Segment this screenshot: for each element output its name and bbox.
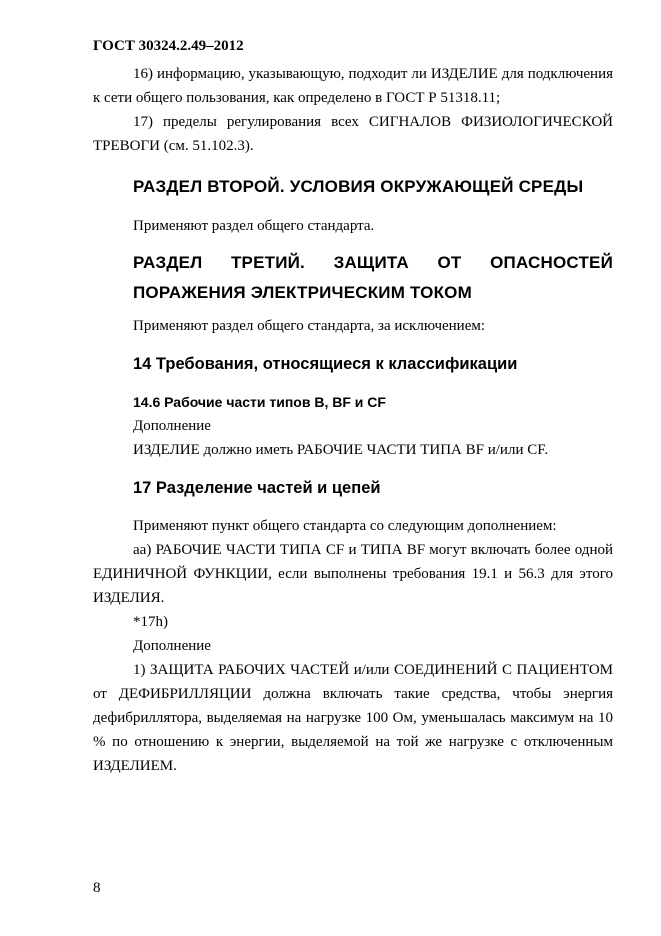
page-number: 8 — [93, 880, 101, 896]
list-item-17: 17) пределы регулирования всех СИГНАЛОВ ФИЗИОЛОГИЧЕСКОЙ ТРЕВОГИ (см. 51.102.3). — [93, 114, 613, 154]
clause-14-6-addition: Дополнение — [133, 418, 211, 434]
document-code-header: ГОСТ 30324.2.49–2012 — [93, 38, 244, 54]
list-item-16: 16) информацию, указывающую, подходит ли ИЗДЕЛИЕ для подключения к сети общего пользования, как определено в ГОСТ Р 51318.11; — [93, 66, 613, 106]
section-3-text: Применяют раздел общего стандарта, за исключением: — [133, 318, 486, 334]
section-2-title: РАЗДЕЛ ВТОРОЙ. УСЛОВИЯ ОКРУЖАЮЩЕЙ СРЕДЫ — [133, 177, 584, 196]
clause-17-aa: аа) РАБОЧИЕ ЧАСТИ ТИПА CF и ТИПА BF могут включать более одной ЕДИНИЧНОЙ ФУНКЦИИ, если выполнены требования 19.1 и 56.3 для этого ИЗДЕЛИЯ. — [93, 542, 613, 606]
section-2-text: Применяют раздел общего стандарта. — [133, 218, 375, 234]
section-3-title-line-1: РАЗДЕЛ ТРЕТИЙ. ЗАЩИТА ОТ ОПАСНОСТЕЙ — [133, 253, 613, 272]
section-3-title-line-2: ПОРАЖЕНИЯ ЭЛЕКТРИЧЕСКИМ ТОКОМ — [133, 283, 472, 302]
clause-17-h-addition: Дополнение — [133, 638, 211, 654]
clause-17-h-1: 1) ЗАЩИТА РАБОЧИХ ЧАСТЕЙ и/или СОЕДИНЕНИЙ С ПАЦИЕНТОМ от ДЕФИБРИЛЛЯЦИИ должна включать такие средства, чтобы энергия дефибриллятора, выделяемая на нагрузке 100 Ом, уменьшалась максимум на 10 % по отношению к энергии, выделяемой на той же нагрузке с отключенным ИЗДЕЛИЕМ. — [93, 662, 613, 774]
clause-14-6-text: ИЗДЕЛИЕ должно иметь РАБОЧИЕ ЧАСТИ ТИПА BF и/или CF. — [133, 442, 549, 458]
document-body — [93, 62, 613, 778]
clause-14-6-title: 14.6 Рабочие части типов B, BF и CF — [133, 394, 386, 410]
clause-14-title: 14 Требования, относящиеся к классификации — [133, 355, 518, 373]
clause-17-title: 17 Разделение частей и цепей — [133, 479, 381, 497]
clause-17-intro: Применяют пункт общего стандарта со следующим дополнением: — [133, 518, 557, 534]
clause-17-h: *17h) — [133, 614, 168, 630]
